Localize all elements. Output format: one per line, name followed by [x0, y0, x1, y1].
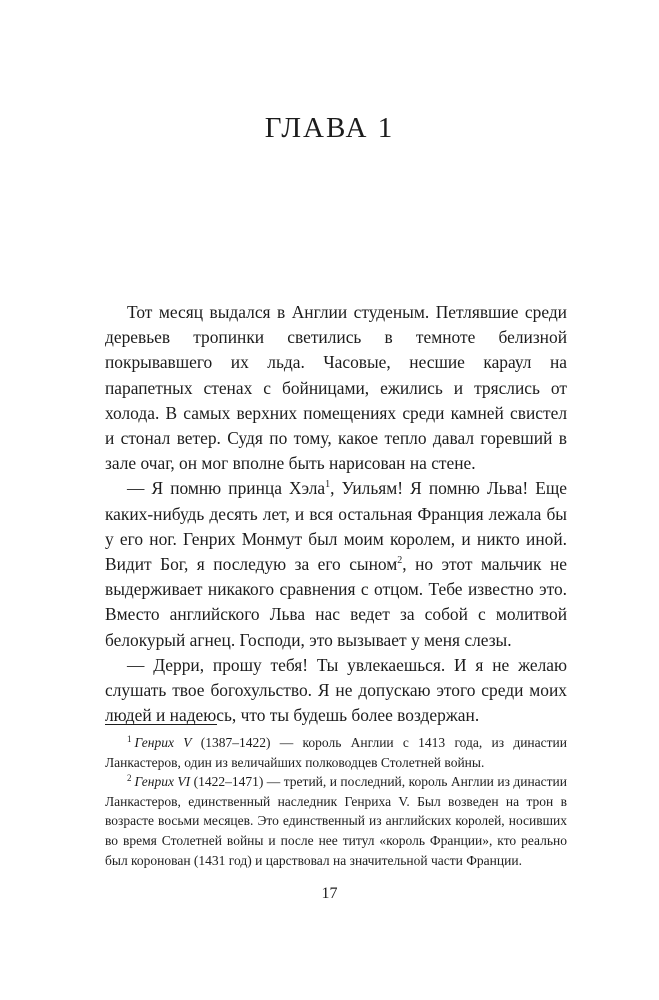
chapter-title: ГЛАВА 1	[264, 112, 395, 144]
paragraph-2-part-1: — Я помню принца Хэла	[127, 478, 326, 499]
paragraph-2	[105, 476, 567, 652]
footnote-divider	[105, 724, 217, 725]
footnote-2-text: (1422–1471) — третий, и последний, король Англии из династии Ланкастеров, единственный наследник Генриха V. Был возведен на трон в возрасте восьми месяцев. Это единственный из английских королей, носивших во время Столетней войны и после нее титул «король Франции», кто реально был коронован (1431 год) и царствовал на значительной части Франции.	[105, 774, 568, 868]
footnote-ref-1: 1	[325, 479, 331, 491]
footnote-2	[105, 772, 567, 870]
paragraph-3: — Дерри, прошу тебя! Ты увлекаешься. И я не желаю слушать твое богохульство. Я не допускаю этого среди моих людей и надеюсь, что ты будешь более воздержан.	[105, 654, 567, 726]
footnote-1-text: (1387–1422) — король Англии с 1413 года, из династии Ланкастеров, один из величайших полководцев Столетней войны.	[105, 735, 567, 770]
footnote-ref-2: 2	[397, 555, 403, 567]
footnote-1-mark: 1	[127, 733, 132, 744]
footnotes	[105, 733, 567, 870]
paragraph-1: Тот месяц выдался в Англии студеным. Петлявшие среди деревьев тропинки светились в темноте белизной покрывавшего их льда. Часовые, несшие караул на парапетных стенах с бойницами, ежились и тряслись от холода. В самых верхних помещениях среди камней свистел и стонал ветер. Судя по тому, какое тепло давал горевший в зале очаг, он мог вполне быть нарисован на стене.	[105, 302, 567, 474]
paragraph-2-part-2: , Уильям! Я помню Льва! Еще каких-нибудь десять лет, и вся остальная Франция лежала бы у его ног. Генрих Монмут был моим королем, и никто иной. Видит Бог, я последую за его сыном	[105, 478, 567, 575]
body-text	[105, 300, 567, 728]
footnote-2-mark: 2	[127, 772, 132, 783]
footnote-1-name: Генрих V	[134, 735, 192, 750]
footnote-2-name: Генрих VI	[134, 774, 191, 790]
paragraph-2-part-3: , но этот мальчик не выдерживает никакого сравнения с отцом. Тебе известно это. Вместо английского Льва нас ведет за собой с молитвой белокурый агнец. Господи, это вызывает у меня слезы.	[105, 554, 567, 650]
page-number: 17	[321, 885, 338, 902]
footnote-1	[105, 733, 567, 772]
